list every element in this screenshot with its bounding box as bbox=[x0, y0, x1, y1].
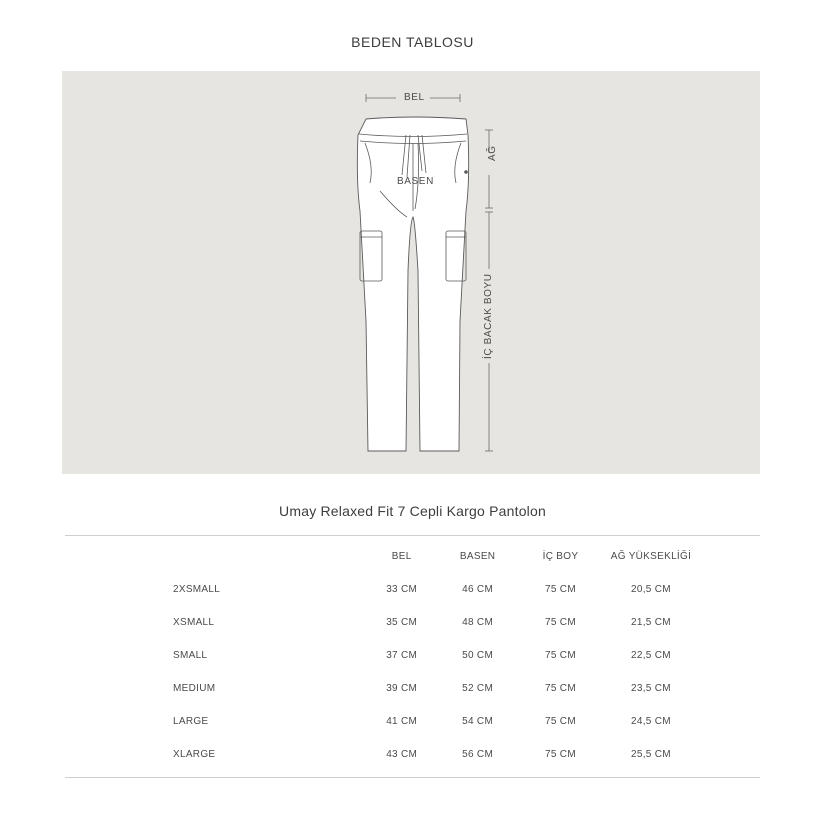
size-label: MEDIUM bbox=[173, 683, 216, 694]
ic-boy-value: 75 CM bbox=[545, 617, 576, 628]
table-row bbox=[65, 639, 760, 672]
table-row bbox=[65, 738, 760, 771]
size-diagram bbox=[62, 71, 760, 474]
size-label: 2XSMALL bbox=[173, 584, 221, 595]
column-header-ag-yuksekligi: AĞ YÜKSEKLİĞİ bbox=[610, 551, 692, 562]
basen-value: 46 CM bbox=[462, 584, 494, 595]
basen-value: 52 CM bbox=[462, 683, 494, 694]
pants-illustration bbox=[62, 71, 760, 474]
bel-value: 35 CM bbox=[386, 617, 418, 628]
divider-top bbox=[65, 535, 760, 536]
table-row bbox=[65, 606, 760, 639]
table-row bbox=[65, 672, 760, 705]
size-label: SMALL bbox=[173, 650, 208, 661]
ag-yuksekligi-value: 22,5 CM bbox=[631, 650, 671, 661]
ic-boy-value: 75 CM bbox=[545, 716, 576, 727]
basen-value: 56 CM bbox=[462, 749, 494, 760]
bel-value: 39 CM bbox=[386, 683, 418, 694]
table-header-row bbox=[65, 540, 760, 573]
product-title: Umay Relaxed Fit 7 Cepli Kargo Pantolon bbox=[279, 503, 546, 519]
ic-boy-value: 75 CM bbox=[545, 584, 576, 595]
table-row bbox=[65, 705, 760, 738]
size-label: XSMALL bbox=[173, 617, 215, 628]
ag-measure-line bbox=[485, 130, 493, 208]
bel-value: 37 CM bbox=[386, 650, 418, 661]
basen-value: 48 CM bbox=[462, 617, 494, 628]
label-bel: BEL bbox=[404, 92, 425, 103]
ic-boy-value: 75 CM bbox=[545, 683, 576, 694]
table-row bbox=[65, 573, 760, 606]
size-table bbox=[65, 540, 760, 771]
column-header-size bbox=[65, 540, 364, 573]
ic-boy-value: 75 CM bbox=[545, 650, 576, 661]
label-ag: AĞ bbox=[487, 145, 498, 161]
bel-value: 33 CM bbox=[386, 584, 418, 595]
bel-value: 43 CM bbox=[386, 749, 418, 760]
ag-yuksekligi-value: 23,5 CM bbox=[631, 683, 671, 694]
basen-value: 50 CM bbox=[462, 650, 494, 661]
ag-yuksekligi-value: 21,5 CM bbox=[631, 617, 671, 628]
label-ic-bacak-boyu: İÇ BACAK BOYU bbox=[483, 269, 494, 363]
column-header-basen: BASEN bbox=[459, 551, 496, 562]
column-header-bel: BEL bbox=[391, 551, 412, 562]
size-label: LARGE bbox=[173, 716, 209, 727]
label-basen: BASEN bbox=[397, 176, 434, 187]
ic-boy-value: 75 CM bbox=[545, 749, 576, 760]
ag-yuksekligi-value: 24,5 CM bbox=[631, 716, 671, 727]
divider-bottom bbox=[65, 777, 760, 778]
ag-yuksekligi-value: 25,5 CM bbox=[631, 749, 671, 760]
bel-value: 41 CM bbox=[386, 716, 418, 727]
column-header-ic-boy: İÇ BOY bbox=[542, 551, 579, 562]
rivet-icon bbox=[464, 170, 468, 174]
basen-value: 54 CM bbox=[462, 716, 494, 727]
page-title: BEDEN TABLOSU bbox=[351, 34, 474, 50]
ag-yuksekligi-value: 20,5 CM bbox=[631, 584, 671, 595]
size-label: XLARGE bbox=[173, 749, 216, 760]
